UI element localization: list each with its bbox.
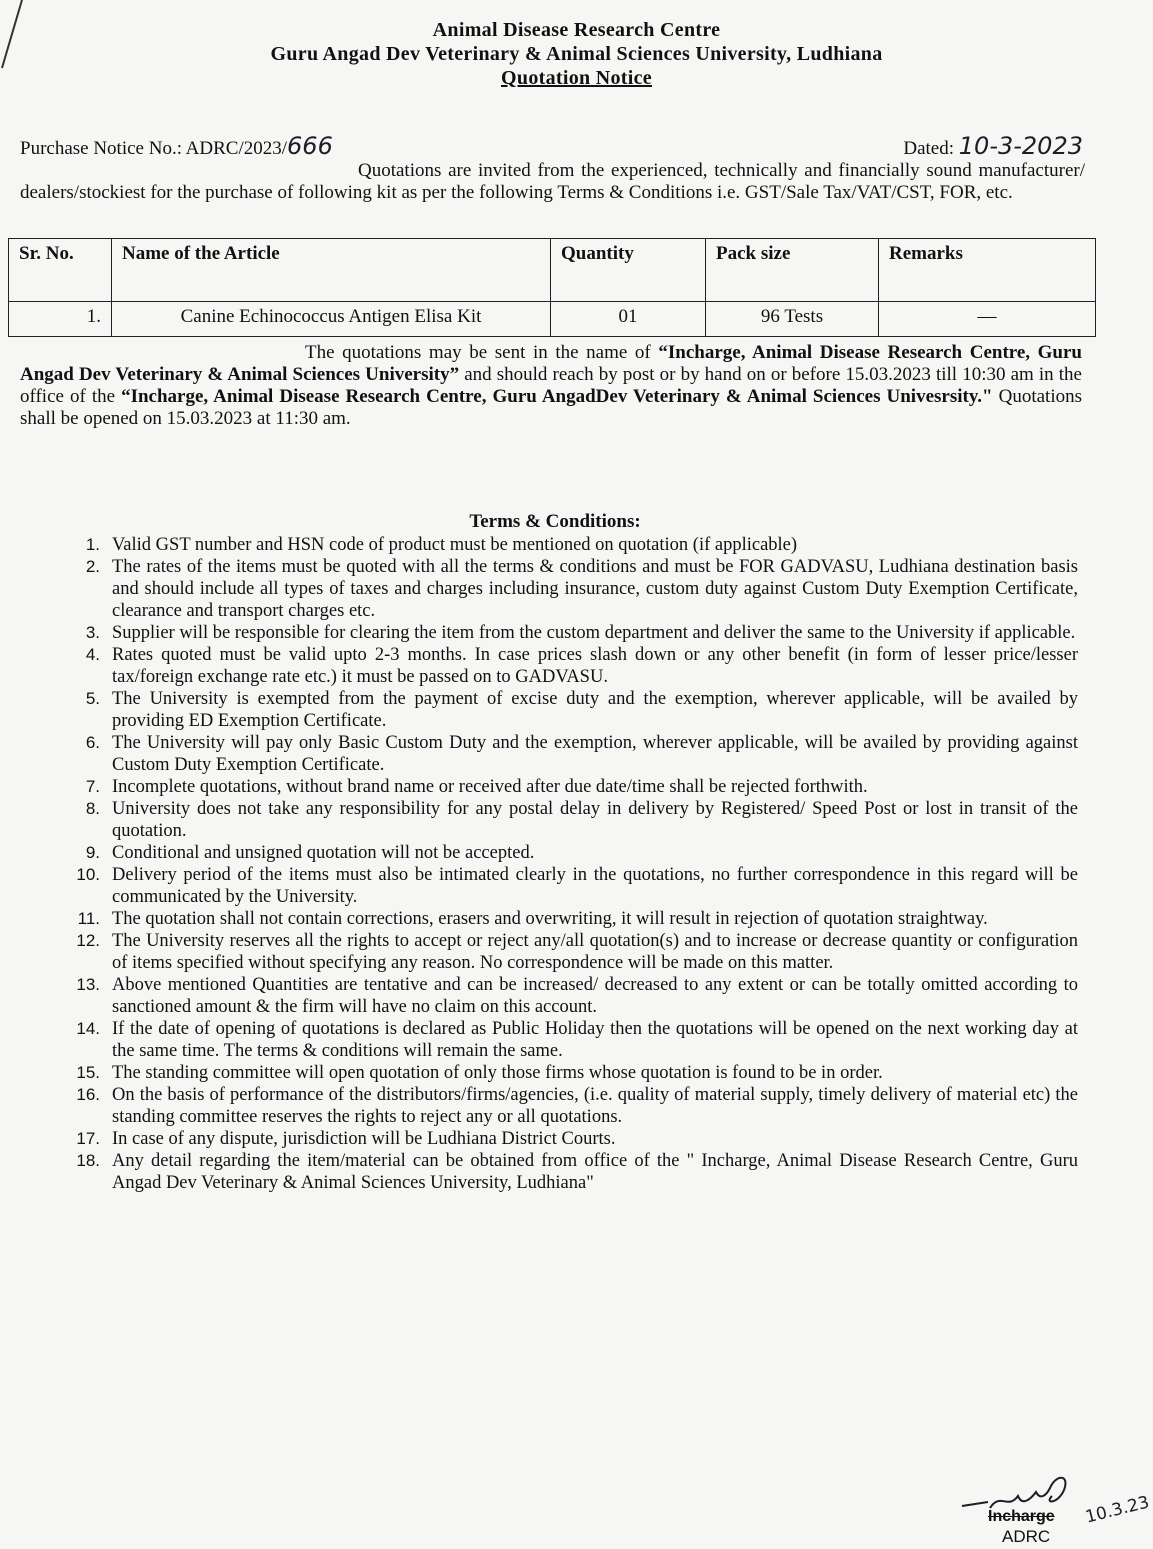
terms-item-number: 11. <box>77 909 100 928</box>
terms-item <box>60 908 1078 930</box>
terms-item-number: 10. <box>76 865 100 884</box>
header-remarks: Remarks <box>879 239 1096 302</box>
document-header <box>0 18 1153 90</box>
dated-value: 10-3-2023 <box>958 132 1083 160</box>
terms-item <box>60 776 1078 798</box>
header-sr-no: Sr. No. <box>9 239 112 302</box>
purchase-notice-no <box>20 132 333 160</box>
terms-item <box>60 974 1078 1018</box>
purchase-number: 666 <box>287 132 333 160</box>
terms-item <box>60 864 1078 908</box>
terms-item-number: 7. <box>85 777 100 796</box>
terms-item-text: Any detail regarding the item/material can be obtained from office of the " Incharge, Animal Disease Research Centre, Guru Angad Dev Veterinary & Animal Sciences University, Ludhiana" <box>112 1151 1078 1193</box>
terms-item <box>60 842 1078 864</box>
intro-text: Quotations are invited from the experienced, technically and financially sound manufacturer/ dealers/stockiest for the purchase of following kit as per the following Terms & Conditions i.e. GST/Sale Tax/VAT/CST, FOR, etc. <box>20 160 1085 203</box>
cell-pack-size: 96 Tests <box>706 302 879 337</box>
terms-item-text: Above mentioned Quantities are tentative and can be increased/ decreased to any extent or can be totally omitted according to sanctioned amount & the firm will have no claim on this account. <box>112 975 1078 1017</box>
submission-addressee-1: “Incharge, Animal Disease Research Centre, Guru Angad Dev Veterinary & Animal Sciences University” <box>20 342 1082 385</box>
university-name: Guru Angad Dev Veterinary & Animal Sciences University, Ludhiana <box>270 43 883 65</box>
purchase-label: Purchase Notice No.: ADRC/2023/ <box>20 138 288 159</box>
terms-item-number: 18. <box>76 1151 100 1170</box>
terms-item-number: 6. <box>85 733 100 752</box>
terms-item-text: The rates of the items must be quoted with all the terms & conditions and must be FOR GADVASU, Ludhiana destination basis and should include all types of taxes and charges including insurance, custom duty against Custom Duty Exemption Certificate, clearance and transport charges etc. <box>112 557 1078 621</box>
terms-item-number: 9. <box>85 843 100 862</box>
notice-title: Quotation Notice <box>501 67 652 89</box>
terms-item <box>60 1062 1078 1084</box>
table-header-row <box>9 239 1096 302</box>
terms-item <box>60 644 1078 688</box>
submission-part1: The quotations may be sent in the name of <box>305 342 659 363</box>
terms-item-number: 15. <box>76 1063 100 1082</box>
cell-quantity: 01 <box>551 302 706 337</box>
submission-paragraph <box>20 342 1082 430</box>
cell-article-name: Canine Echinococcus Antigen Elisa Kit <box>112 302 551 337</box>
notice-date <box>903 132 1083 160</box>
terms-item <box>60 534 1078 556</box>
terms-item <box>60 688 1078 732</box>
terms-item-number: 12. <box>76 931 100 950</box>
handwritten-sign-date: 10.3.23 <box>1083 1492 1152 1528</box>
dated-label: Dated: <box>903 138 955 159</box>
cell-sr-no: 1. <box>9 302 112 337</box>
terms-item <box>60 798 1078 842</box>
submission-addressee-2: “Incharge, Animal Disease Research Centre, Guru AngadDev Veterinary & Animal Sciences Univesrsity." <box>121 386 993 407</box>
signatory-unit: ADRC <box>1002 1527 1051 1546</box>
terms-item-number: 3. <box>85 623 100 642</box>
signature-block <box>960 1470 1150 1545</box>
terms-item <box>60 556 1078 622</box>
signatory-role: Incharge <box>988 1508 1055 1525</box>
terms-list <box>60 534 1078 1194</box>
terms-item-text: Rates quoted must be valid upto 2-3 months. In case prices slash down or any other benefit (in form of lesser price/lesser tax/foreign exchange rate etc.) it must be passed on to GADVASU. <box>112 645 1078 687</box>
terms-item-text: Valid GST number and HSN code of product must be mentioned on quotation (if applicable) <box>112 535 798 555</box>
terms-item-text: The University will pay only Basic Custom Duty and the exemption, wherever applicable, will be availed by providing against Custom Duty Exemption Certificate. <box>112 733 1078 775</box>
terms-item <box>60 732 1078 776</box>
terms-item-text: In case of any dispute, jurisdiction will be Ludhiana District Courts. <box>112 1129 616 1149</box>
terms-item-number: 13. <box>76 975 100 994</box>
terms-item <box>60 1150 1078 1194</box>
terms-item <box>60 1084 1078 1128</box>
terms-item-number: 14. <box>76 1019 100 1038</box>
terms-item <box>60 1128 1078 1150</box>
terms-item-text: If the date of opening of quotations is declared as Public Holiday then the quotations will be opened on the next working day at the same time. The terms & conditions will remain the same. <box>112 1019 1078 1061</box>
header-pack-size: Pack size <box>706 239 879 302</box>
terms-item-text: Conditional and unsigned quotation will not be accepted. <box>112 843 535 863</box>
terms-item-text: The University reserves all the rights to accept or reject any/all quotation(s) and to increase or decrease quantity or configuration of items specified without specifying any reason. No correspondence will be made on this matter. <box>112 931 1078 973</box>
terms-item-number: 2. <box>85 557 100 576</box>
terms-item-number: 8. <box>85 799 100 818</box>
terms-item-text: On the basis of performance of the distributors/firms/agencies, (i.e. quality of material supply, timely delivery of material etc) the standing committee reserves the rights to reject any or all quotations. <box>112 1085 1078 1127</box>
terms-item-text: Incomplete quotations, without brand name or received after due date/time shall be rejected forthwith. <box>112 777 868 797</box>
terms-item-number: 17. <box>76 1129 100 1148</box>
terms-item-text: The standing committee will open quotation of only those firms whose quotation is found to be in order. <box>112 1063 883 1083</box>
table-row <box>9 302 1096 337</box>
terms-item-text: The quotation shall not contain corrections, erasers and overwriting, it will result in rejection of quotation straightway. <box>112 909 988 929</box>
centre-name: Animal Disease Research Centre <box>432 19 721 41</box>
cell-remarks: — <box>879 302 1096 337</box>
terms-item-number: 5. <box>85 689 100 708</box>
terms-item-text: The University is exempted from the payment of excise duty and the exemption, wherever applicable, will be availed by providing ED Exemption Certificate. <box>112 689 1078 731</box>
header-article-name: Name of the Article <box>112 239 551 302</box>
terms-heading: Terms & Conditions: <box>469 511 641 532</box>
terms-item-number: 16. <box>76 1085 100 1104</box>
submission-part3: Quotations shall be opened on 15.03.2023 at 11:30 am. <box>20 386 1082 429</box>
terms-item-text: Delivery period of the items must also be intimated clearly in the quotations, no further correspondence in this regard will be communicated by the University. <box>112 865 1078 907</box>
terms-item-number: 4. <box>85 645 100 664</box>
terms-item-text: University does not take any responsibility for any postal delay in delivery by Registered/ Speed Post or lost in transit of the quotation. <box>112 799 1078 841</box>
terms-item <box>60 930 1078 974</box>
header-quantity: Quantity <box>551 239 706 302</box>
items-table <box>8 238 1096 337</box>
intro-paragraph <box>20 160 1085 204</box>
terms-item-text: Supplier will be responsible for clearing the item from the custom department and deliver the same to the University if applicable. <box>112 623 1076 643</box>
submission-part2: and should reach by post or by hand on or before 15.03.2023 till 10:30 am in the office of the <box>20 364 1082 407</box>
terms-item <box>60 1018 1078 1062</box>
terms-item-number: 1. <box>85 535 100 554</box>
terms-item <box>60 622 1078 644</box>
